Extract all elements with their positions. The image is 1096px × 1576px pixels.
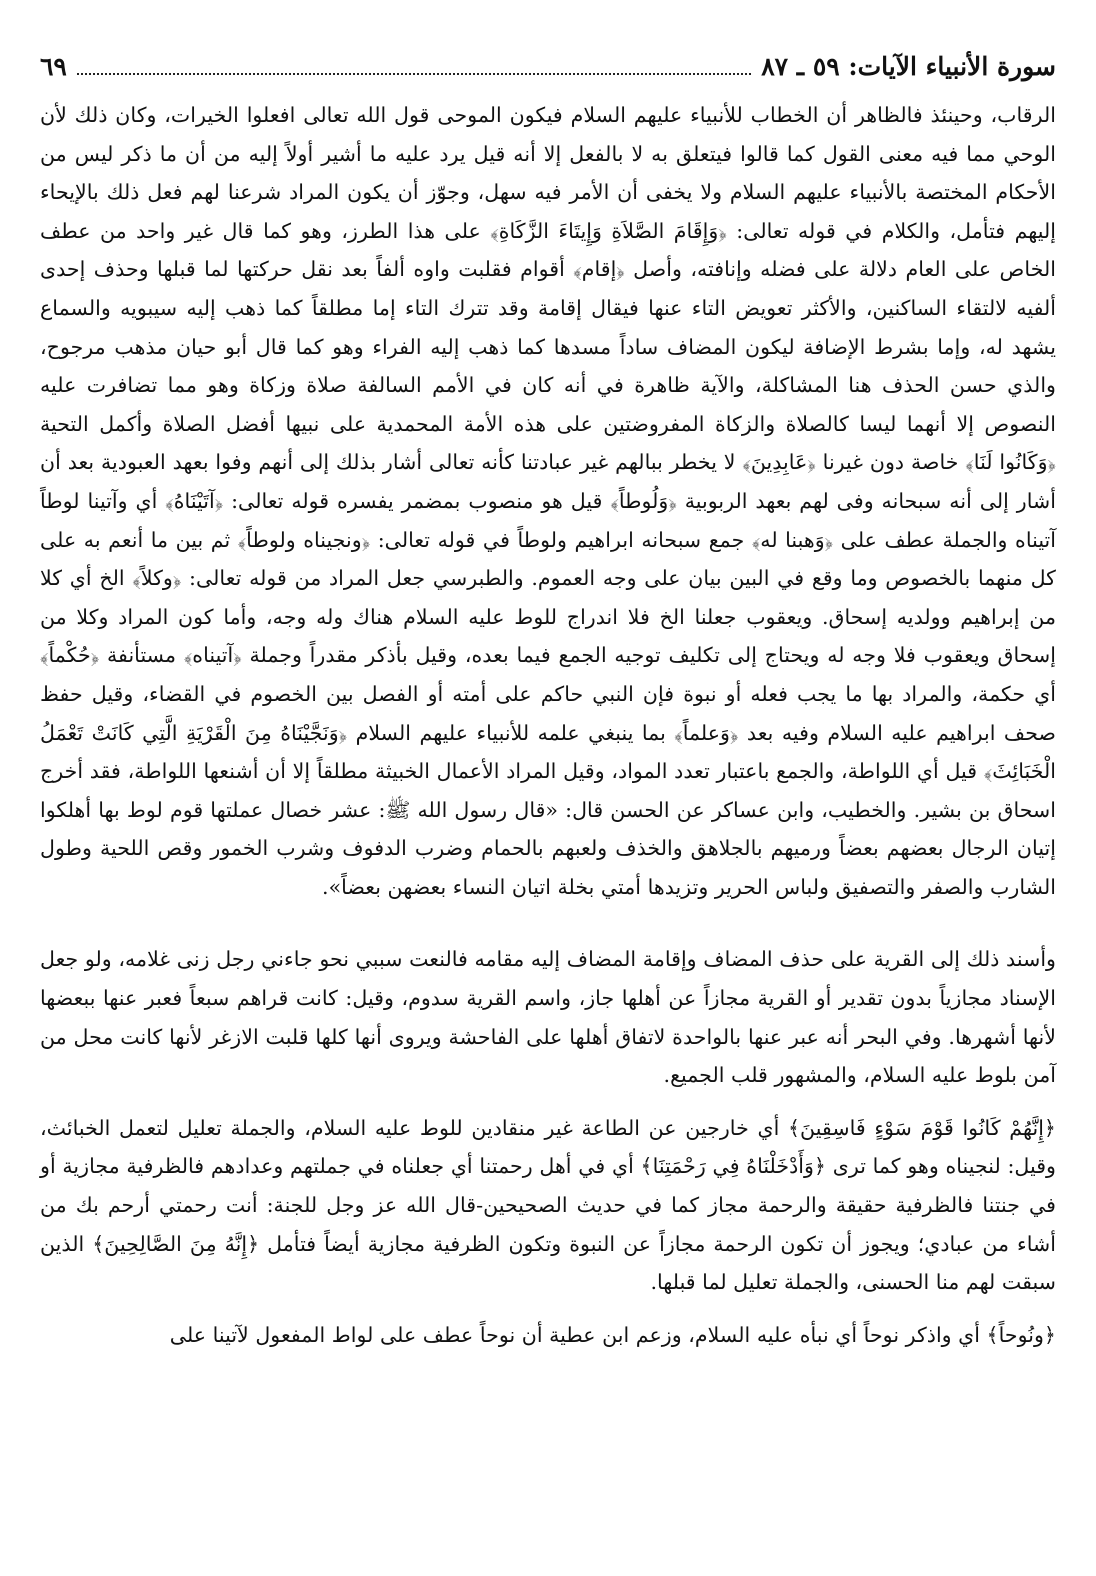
page-header [40,52,1056,96]
paragraph-spacer [40,906,1056,940]
paragraph-4: ﴿ونُوحاً﴾ أي واذكر نوحاً أي نبأه عليه السلام، وزعم ابن عطية أن نوحاً عطف على لواط المفعول لآتينا على [169,1322,1056,1347]
paragraph-2: وأسند ذلك إلى القرية على حذف المضاف وإقامة المضاف إليه مقامه فالنعت سببي نحو جاءني رجل زنى غلامه، ولو جعل الإسناد مجازياً بدون تقدير أو القرية مجازاً عن أهلها جاز، واسم القرية سدوم، وقيل: كانت قراهم سبعاً فعبر عنها ببعضها لأنها أشهرها. وفي البحر أنه عبر عنها بالواحدة لاتفاق أهلها على الفاحشة ويروى أنها كلها قلبت الازغر لأنها كانت محل من آمن بلوط عليه السلام، والمشهور قلب الجميع. [40,947,1057,1088]
running-title: سورة الأنبياء الآيات: ٥٩ ـ ٨٧ [761,52,1056,81]
paragraph-spacer [40,1095,1056,1109]
page-number: ٦٩ [40,52,67,81]
paragraph-3: ﴿إِنَّهُمْ كَانُوا قَوْمَ سَوْءٍ فَاسِقِينَ﴾ أي خارجين عن الطاعة غير منقادين للوط عليه السلام، والجملة تعليل لتعمل الخبائث، وقيل: لنجيناه وهو كما ترى ﴿وَأَدْخَلْنَاهُ فِي رَحْمَتِنَا﴾ أي في أهل رحمتنا أي جعلناه في جملتهم وعدادهم فالظرفية مجازية أو في جنتنا فالظرفية حقيقة والرحمة مجاز كما في حديث الصحيحين-قال الله عز وجل للجنة: أنت رحمتي أرحم بك من أشاء من عبادي؛ ويجوز أن تكون الرحمة مجازاً عن النبوة وتكون الظرفية مجازية أيضاً فتأمل ﴿إِنَّهُ مِنَ الصَّالِحِينَ﴾ الذين سبقت لهم منا الحسنى، والجملة تعليل لما قبلها. [40,1115,1056,1295]
paragraph-spacer [40,1302,1056,1316]
paragraph-1: الرقاب، وحينئذ فالظاهر أن الخطاب للأنبياء عليهم السلام فيكون الموحى قول الله تعالى افعلوا الخيرات، وكان ذلك لأن الوحي مما فيه معنى القول كما قالوا فيتعلق به لا بالفعل إلا أنه قيل يرد عليه ما أشير أولاً إليه من أن ما ذكر ليس من الأحكام المختصة بالأنبياء عليهم السلام ولا يخفى أن الأمر فيه سهل، وجوّز أن يكون المراد شرعنا لهم فعل ذلك بالإيحاء إليهم فتأمل، والكلام في قوله تعالى: ﴿وَإِقَامَ الصَّلاَةِ وَإِيتَاءَ الزَّكَاةِ﴾ على هذا الطرز، وهو كما قال غير واحد من عطف الخاص على العام دلالة على فضله وإنافته، وأصل ﴿إقام﴾ أقوام فقلبت واوه ألفاً بعد نقل حركتها لما قبلها وحذف إحدى ألفيه لالتقاء الساكنين، والأكثر تعويض التاء عنها فيقال إقامة وقد تترك التاء إما مطلقاً كما ذهب إليه سيبويه والسماع يشهد له، وإما بشرط الإضافة ليكون المضاف ساداً مسدها كما ذهب إليه الفراء وهو كما قال أبو حيان مذهب مرجوح، والذي حسن الحذف هنا المشاكلة، والآية ظاهرة في أنه كان في الأمم السالفة صلاة وزكاة وهو مما تضافرت عليه النصوص إلا أنهما ليسا كالصلاة والزكاة المفروضتين على هذه الأمة المحمدية على نبيها أفضل الصلاة وأكمل التحية ﴿وَكَانُوا لَنَا﴾ خاصة دون غيرنا ﴿عَابِدِينَ﴾ لا يخطر ببالهم غير عبادتنا كأنه تعالى أشار بذلك إلى أنهم وفوا بعهد العبودية بعد أن أشار إلى أنه سبحانه وفى لهم بعهد الربوبية ﴿وَلُوطاً﴾ قيل هو منصوب بمضمر يفسره قوله تعالى: ﴿آتَيْنَاهُ﴾ أي وآتينا لوطاً آتيناه والجملة عطف على ﴿وَهبنا له﴾ جمع سبحانه ابراهيم ولوطاً في قوله تعالى: ﴿ونجيناه ولوطاً﴾ ثم بين ما أنعم به على كل منهما بالخصوص وما وقع في البين بيان على وجه العموم. والطبرسي جعل المراد من قوله تعالى: ﴿وكلاً﴾ الخ أي كلا من إبراهيم وولديه إسحاق. ويعقوب جعلنا الخ فلا اندراج للوط عليه السلام هناك وله وجه، وأما كون المراد وكلا من إسحاق ويعقوب فلا وجه له ويحتاج إلى تكليف توجيه الجمع فيما بعده، وقيل بأذكر مقدراً وجملة ﴿آتيناه﴾ مستأنفة ﴿حُكْماً﴾ أي حكمة، والمراد بها ما يجب فعله أو نبوة فإن النبي حاكم على أمته أو الفصل بين الخصوم في القضاء، وقيل حفظ صحف ابراهيم عليه السلام وفيه بعد ﴿وَعلماً﴾ بما ينبغي علمه للأنبياء عليهم السلام ﴿وَنَجَّيْنَاهُ مِنَ الْقَرْيَةِ الَّتِي كَانَتْ تَعْمَلُ الْخَبَائِثَ﴾ قيل أي اللواطة، والجمع باعتبار تعدد المواد، وقيل المراد الأعمال الخبيثة مطلقاً إلا أن أشنعها اللواطة، فقد أخرج اسحاق بن بشير. والخطيب، وابن عساكر عن الحسن قال: «قال رسول الله ﷺ: عشر خصال عملتها قوم لوط بها أهلكوا إتيان الرجال بعضهم بعضاً ورميهم بالجلاهق والخذف ولعبهم بالحمام وضرب الدفوف وشرب الخمور وقص اللحية وطول الشارب والصفر والتصفيق ولباس الحرير وتزيدها أمتي بخلة اتيان النساء بعضهن بعضاً». [40,103,1056,899]
leader-dots [77,55,751,75]
